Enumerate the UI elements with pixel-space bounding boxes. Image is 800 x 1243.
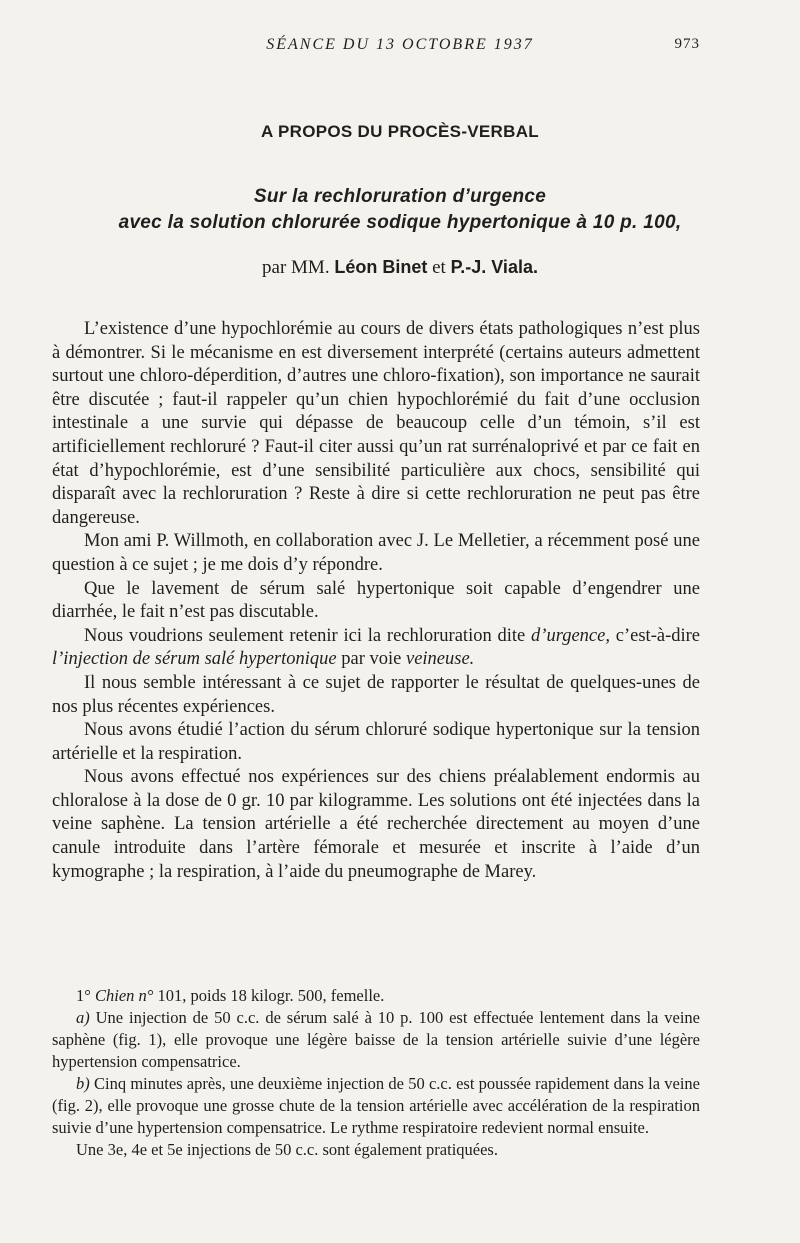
- author-2: P.-J. Viala.: [450, 257, 538, 277]
- text-run: Cinq minutes après, une deuxième injection de 50 c.c. est poussée rapidement dans la veine (fig. 2), elle provoque une grosse chute de la tension artérielle avec accélération de la respiration suivie d’une hypertension compensatrice. Le rythme respiratoire redevient normal ensuite.: [52, 1074, 700, 1137]
- experiment-notes: [52, 985, 700, 1161]
- author-1: Léon Binet: [334, 257, 428, 277]
- paragraph: Nous avons effectué nos expériences sur des chiens préalablement endormis au chloralose à la dose de 0 gr. 10 par kilogramme. Les solutions ont été injectées dans la veine saphène. La tension artérielle a été recherchée directement au moyen d’une canule introduite dans l’artère fémorale et mesurée et inscrite à l’aide d’un kymographe ; la respiration, à l’aide du pneumographe de Marey.: [52, 767, 700, 882]
- paragraph: L’existence d’une hypochlorémie au cours de divers états pathologiques n’est plus à démontrer. Si le mécanisme en est diversement interprété (certains auteurs admettent surtout une chloro-déperdition, d’autres une chloro-fixation), son importance ne saurait être discutée ; faut-il rappeler qu’un chien hypochlorémié du fait d’une occlusion intestinale a une survie qui dépasse de beaucoup celle d’un témoin, s’il est artificiellement rechloruré ? Faut-il citer aussi qu’un rat surrénaloprivé et par ce fait en état d’hypochlorémie, est d’une sensibilité particulière aux chocs, sensibilité qui disparaît avec la rechloruration ? Reste à dire si cette rechloruration ne peut pas être dangereuse.: [52, 319, 700, 528]
- italic-run: l’injection de sérum salé hypertonique: [52, 649, 337, 670]
- article-title: [0, 184, 800, 236]
- paragraph: [52, 625, 700, 672]
- italic-run: veineuse.: [406, 649, 475, 670]
- authors-and: et: [432, 257, 446, 278]
- paragraph: Mon ami P. Willmoth, en collaboration avec J. Le Melletier, a récemment posé une question à ce sujet ; je me dois d’y répondre.: [52, 531, 700, 575]
- paragraph: Il nous semble intéressant à ce sujet de rapporter le résultat de quelques-unes de nos plus récentes expériences.: [52, 672, 700, 717]
- experiment-item-a: [52, 1007, 700, 1073]
- article-title-line-1: Sur la rechloruration d’urgence: [253, 186, 547, 207]
- text-run: c’est-à-dire: [609, 625, 700, 646]
- text-run: Nous voudrions seulement retenir ici la rechloruration dite: [84, 625, 532, 646]
- authors-prefix: par MM.: [262, 257, 330, 278]
- experiment-heading: [52, 985, 700, 1007]
- italic-run: d’urgence,: [531, 625, 610, 646]
- italic-run: b): [76, 1074, 90, 1093]
- text-run: par voie: [336, 649, 406, 670]
- italic-run: a): [76, 1008, 90, 1027]
- page-number: 973: [674, 36, 700, 52]
- experiment-last: Une 3e, 4e et 5e injections de 50 c.c. sont également pratiquées.: [76, 1140, 498, 1159]
- paragraph: Que le lavement de sérum salé hypertonique soit capable d’engendrer une diarrhée, le fait n’est pas discutable.: [52, 578, 700, 623]
- text-run: 1°: [76, 986, 91, 1005]
- paragraph: Nous avons étudié l’action du sérum chloruré sodique hypertonique sur la tension artérielle et la respiration.: [52, 720, 700, 764]
- running-header: SÉANCE DU 13 OCTOBRE 1937: [266, 36, 534, 53]
- italic-run: Chien n°: [94, 986, 154, 1005]
- experiment-item-b: [52, 1073, 700, 1139]
- authors-line: [0, 257, 800, 279]
- article-title-line-2: avec la solution chlorurée sodique hypertonique à 10 p. 100,: [118, 212, 682, 233]
- article-body: [52, 318, 700, 884]
- text-run: 101, poids 18 kilogr. 500, femelle.: [153, 986, 385, 1005]
- text-run: Une injection de 50 c.c. de sérum salé à 10 p. 100 est effectuée lentement dans la veine saphène (fig. 1), elle provoque une légère baisse de la tension artérielle suivie d’une légère hypertension compensatrice.: [52, 1008, 700, 1071]
- section-title: A PROPOS DU PROCÈS-VERBAL: [261, 122, 539, 141]
